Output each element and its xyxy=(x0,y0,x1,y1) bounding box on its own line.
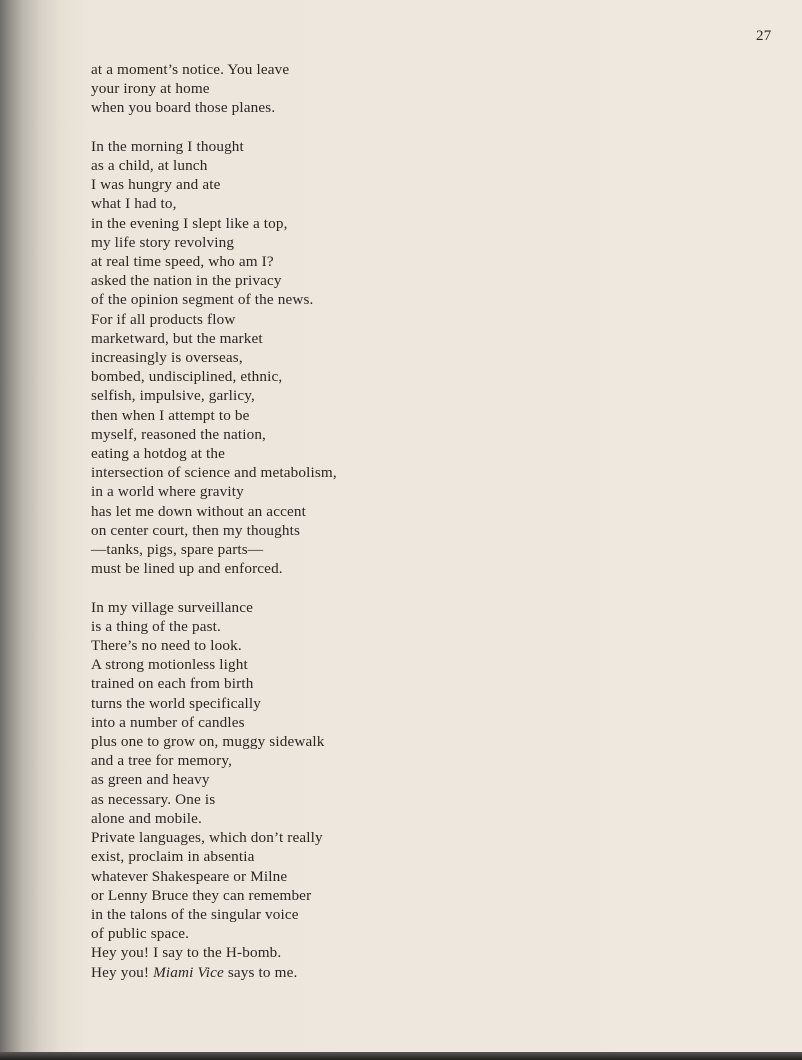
page-bottom-edge xyxy=(0,1052,802,1060)
final-line-italic-title: Miami Vice xyxy=(153,963,224,981)
poem-line: as a child, at lunch xyxy=(91,157,208,174)
poem-line: then when I attempt to be xyxy=(91,406,250,424)
poem-line-final xyxy=(91,963,741,982)
poem-line: in a world where gravity xyxy=(91,483,244,501)
poem-line: on center court, then my thoughts xyxy=(91,521,301,539)
poem-line: of public space. xyxy=(91,925,190,943)
poem-line: bombed, undisciplined, ethnic, xyxy=(91,368,283,386)
poem-line: in the talons of the singular voice xyxy=(91,905,299,923)
final-line-before: Hey you! xyxy=(91,963,154,981)
poem-line: has let me down without an accent xyxy=(91,502,306,520)
poem-line: There’s no need to look. xyxy=(91,637,242,655)
page-number: 27 xyxy=(756,28,772,44)
poem-line: your irony at home xyxy=(91,80,210,98)
poem-line: intersection of science and metabolism, xyxy=(91,464,337,482)
poem-line: at a moment’s notice. You leave xyxy=(91,61,290,78)
poem-line: or Lenny Bruce they can remember xyxy=(91,886,312,904)
poem-line: myself, reasoned the nation, xyxy=(91,425,267,443)
stanza-1 xyxy=(91,60,741,118)
poem-body xyxy=(91,60,741,982)
poem-line: when you board those planes. xyxy=(91,99,276,117)
poem-line: plus one to grow on, muggy sidewalk xyxy=(91,733,325,751)
poem-line: as necessary. One is xyxy=(91,790,216,808)
poem-line: Hey you! I say to the H-bomb. xyxy=(91,944,282,962)
poem-line: I was hungry and ate xyxy=(91,176,221,194)
poem-line: asked the nation in the privacy xyxy=(91,272,282,290)
final-line-after: says to me. xyxy=(223,963,298,981)
poem-line: turns the world specifically xyxy=(91,694,261,712)
poem-line: increasingly is overseas, xyxy=(91,349,243,367)
poem-line: marketward, but the market xyxy=(91,329,263,347)
stanza-2 xyxy=(91,137,741,579)
poem-line: In the morning I thought xyxy=(91,137,244,155)
poem-line: trained on each from birth xyxy=(91,675,254,693)
poem-line: —tanks, pigs, spare parts— xyxy=(91,541,264,559)
stanza-3 xyxy=(91,598,741,982)
poem-line: and a tree for memory, xyxy=(91,752,233,770)
poem-line: alone and mobile. xyxy=(91,809,202,827)
poem-line: eating a hotdog at the xyxy=(91,445,226,463)
poem-line: at real time speed, who am I? xyxy=(91,253,274,271)
poem-line: as green and heavy xyxy=(91,771,210,789)
poem-line: is a thing of the past. xyxy=(91,617,221,635)
poem-line: what I had to, xyxy=(91,195,177,213)
poem-line: in the evening I slept like a top, xyxy=(91,214,288,232)
poem-line: A strong motionless light xyxy=(91,656,248,674)
poem-line: Private languages, which don’t really xyxy=(91,829,323,847)
poem-line: whatever Shakespeare or Milne xyxy=(91,867,288,885)
poem-line: In my village surveillance xyxy=(91,598,254,616)
poem-line: must be lined up and enforced. xyxy=(91,560,283,578)
poem-line: For if all products flow xyxy=(91,310,236,328)
poem-line: of the opinion segment of the news. xyxy=(91,291,314,309)
poem-line: selfish, impulsive, garlicy, xyxy=(91,387,255,405)
poem-line: exist, proclaim in absentia xyxy=(91,848,255,866)
poem-line: into a number of candles xyxy=(91,713,245,731)
poem-line: my life story revolving xyxy=(91,233,235,251)
